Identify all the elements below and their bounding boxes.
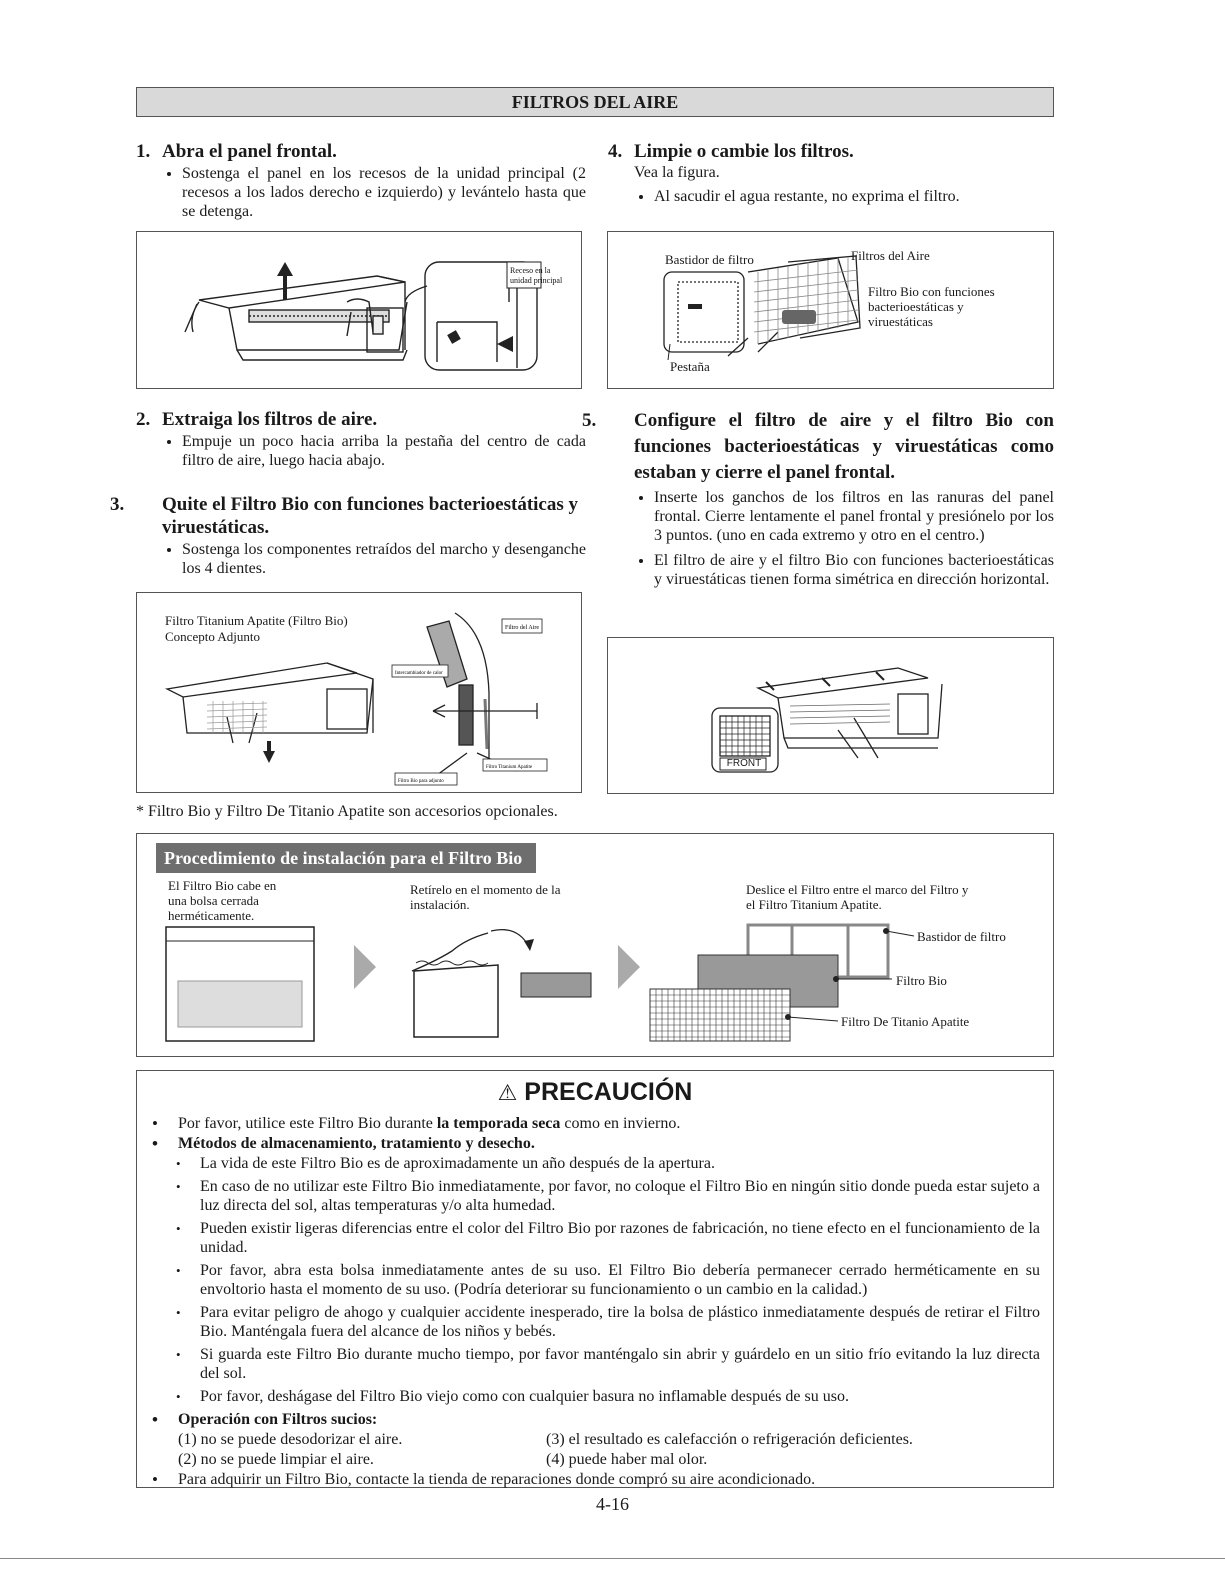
caution-heading xyxy=(136,1078,1054,1107)
step-3 xyxy=(110,493,586,584)
label-bio-filter: Filtro Bio con funciones bacterioestáticas y viruestáticas xyxy=(868,284,995,329)
step-bullet: • Inserte los ganchos de los filtros en las ranuras del panel frontal. Cierre lentamente el panel frontal y presiónelo por los 3 puntos. (uno en cada extremo y otro en el centro.) xyxy=(654,488,1054,545)
caution-bullet: • Por favor, utilice este Filtro Bio durante la temporada seca como en invierno. xyxy=(150,1114,1040,1133)
step-title: Quite el Filtro Bio con funciones bacterioestáticas y viruestáticas. xyxy=(162,494,579,538)
caution-bullet: • Para adquirir un Filtro Bio, contacte la tienda de reparaciones donde compró su aire acondicionado. xyxy=(150,1470,1040,1489)
figure-open-panel xyxy=(136,231,582,389)
caution-bullet: • Métodos de almacenamiento, tratamiento y desecho. xyxy=(150,1134,1040,1153)
caution-sub-bullet: • Si guarda este Filtro Bio durante mucho tiempo, por favor manténgalo sin abrir y guárdelo en un sitio frío evitando la luz directa del sol. xyxy=(150,1345,1040,1383)
page-number: 4-16 xyxy=(596,1494,629,1514)
caution-list xyxy=(150,1114,1040,1490)
label-heat-exchanger: Intercambiador de calor xyxy=(395,671,443,676)
step-number: 1. xyxy=(136,141,151,162)
figure-remove-bio-filter xyxy=(136,592,582,793)
caution-sub-bullet: • Para evitar peligro de ahogo y cualquier accidente inesperado, tire la bolsa de plástico inmediatamente después de retirar el Filtro Bio. Manténgala fuera del alcance de los niños y bebés. xyxy=(150,1303,1040,1341)
caution-sub-bullet: • La vida de este Filtro Bio es de aproximadamente un año después de la apertura. xyxy=(150,1154,1040,1173)
step-bullet: • El filtro de aire y el filtro Bio con funciones bacterioestáticas y viruestáticas tienen forma simétrica en dirección horizontal. xyxy=(654,551,1054,589)
label-bio-attach: Filtro Bio para adjunto xyxy=(398,779,444,784)
label-filter-frame: Bastidor de filtro xyxy=(917,929,1006,944)
figure-close-panel xyxy=(607,637,1054,794)
section-title: FILTROS DEL AIRE xyxy=(136,87,1054,117)
step-number: 4. xyxy=(608,141,623,162)
label-air-filters: Filtros del Aire xyxy=(851,248,930,263)
caution-title: PRECAUCIÓN xyxy=(524,1078,693,1106)
caution-sub-bullet: • En caso de no utilizar este Filtro Bio inmediatamente, por favor, no coloque el Filtro Bio en ningún sitio donde pueda estar sujeto a luz directa del sol, altas temperaturas y/o alta humedad. xyxy=(150,1177,1040,1215)
front-label: FRONT xyxy=(726,758,762,769)
svg-text:unidad principal: unidad principal xyxy=(510,276,563,285)
step-number: 5. xyxy=(582,410,597,431)
step-bullet: • Al sacudir el agua restante, no exprima el filtro. xyxy=(654,187,1054,206)
warning-icon: ⚠ xyxy=(497,1080,518,1105)
step-bullet: • Sostenga los componentes retraídos del marcho y desenganche los 4 dientes. xyxy=(182,540,586,578)
dirty-filter-row: (2) no se puede limpiar el aire. (4) puede haber mal olor. xyxy=(178,1451,708,1468)
procedure-step-b: Retírelo en el momento de la instalación. xyxy=(410,882,561,912)
illustration-close-panel xyxy=(608,638,1053,793)
step-1 xyxy=(136,140,586,227)
label-bio-filter: Filtro Bio xyxy=(896,973,947,988)
svg-text:Receso en la: Receso en la xyxy=(510,266,551,275)
step-subtitle: Vea la figura. xyxy=(634,164,720,181)
illustration-open-panel xyxy=(137,232,581,388)
step-5 xyxy=(582,408,1054,595)
step-title: Abra el panel frontal. xyxy=(162,141,337,162)
step-title: Configure el filtro de aire y el filtro Bio con funciones bacterioestáticas y viruestáticas como estaban y cierre el panel frontal. xyxy=(634,410,1054,483)
label-tab: Pestaña xyxy=(670,359,710,374)
step-2 xyxy=(136,408,586,476)
step-bullet: • Sostenga el panel en los recesos de la unidad principal (2 recesos a los lados derecho e izquierdo) y levántelo hasta que se detenga. xyxy=(182,164,586,221)
procedure-title: Procedimiento de instalación para el Filtro Bio xyxy=(156,843,536,873)
step-title: Limpie o cambie los filtros. xyxy=(634,141,854,162)
step-4 xyxy=(608,140,1054,212)
caution-sub-bullet: • Por favor, deshágase del Filtro Bio viejo como con cualquier basura no inflamable después de su uso. xyxy=(150,1387,1040,1406)
step-number: 3. xyxy=(110,494,125,515)
label-titanium: Filtro Titanium Apatite xyxy=(486,765,533,770)
caution-bullet: • Operación con Filtros sucios: xyxy=(150,1410,1040,1429)
procedure-step-a: El Filtro Bio cabe en una bolsa cerrada herméticamente. xyxy=(168,878,277,923)
procedure-step-c: Deslice el Filtro entre el marco del Filtro y el Filtro Titanium Apatite. xyxy=(746,882,969,912)
label-air-filter: Filtro del Aire xyxy=(505,625,539,631)
label-filter-frame: Bastidor de filtro xyxy=(665,252,754,267)
dirty-filter-row: (1) no se puede desodorizar el aire. (3) el resultado es calefacción o refrigeración deficientes. xyxy=(178,1431,913,1448)
step-bullet: • Empuje un poco hacia arriba la pestaña del centro de cada filtro de aire, luego hacia abajo. xyxy=(182,432,586,470)
fig-title-2: Concepto Adjunto xyxy=(165,629,260,644)
optional-note: * Filtro Bio y Filtro De Titanio Apatite son accesorios opcionales. xyxy=(136,803,558,820)
fig-title-1: Filtro Titanium Apatite (Filtro Bio) xyxy=(165,613,348,628)
caution-sub-bullet: • Pueden existir ligeras diferencias entre el color del Filtro Bio por razones de fabricación, no tiene efecto en el funcionamiento de la unidad. xyxy=(150,1219,1040,1257)
step-title: Extraiga los filtros de aire. xyxy=(162,409,378,430)
caution-sub-bullet: • Por favor, abra esta bolsa inmediatamente antes de su uso. El Filtro Bio debería permanecer cerrado herméticamente en su envoltorio hasta el momento de su uso. (Podría deteriorar su funcionamiento o un cambio en la calidad.) xyxy=(150,1261,1040,1299)
step-number: 2. xyxy=(136,409,151,430)
bottom-rule xyxy=(0,1558,1225,1559)
figure-clean-filters xyxy=(607,231,1054,389)
label-titanium-filter: Filtro De Titanio Apatite xyxy=(841,1014,970,1029)
